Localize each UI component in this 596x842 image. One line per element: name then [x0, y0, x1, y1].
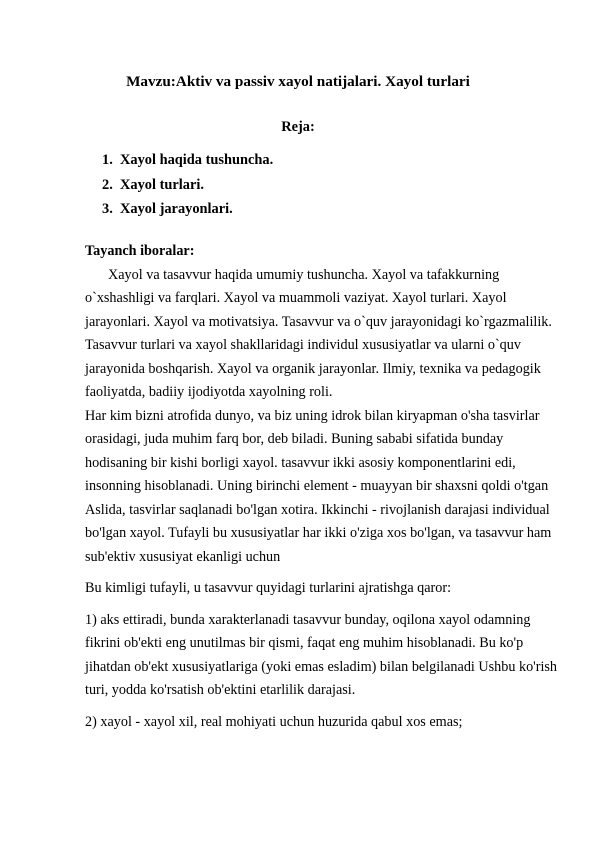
paragraph-line: hodisaning bir kishi borligi xayol. tasavvur ikki asosiy komponentlarini edi,: [85, 454, 516, 471]
plan-item: 3. Xayol jarayonlari.: [102, 201, 233, 217]
paragraph-line: jihatdan ob'ekt xususiyatlariga (yoki emas esladim) bilan belgilanadi Ushbu ko'rish: [85, 658, 558, 675]
plan-item: 1. Xayol haqida tushuncha.: [102, 152, 274, 168]
paragraph-line: bo'lgan xayol. Tufayli bu xususiyatlar har ikki o'ziga xos bo'lgan, va tasavvur ham: [85, 525, 552, 541]
paragraph-line: turi, yodda ko'rsatish ob'ektini etarlilik darajasi.: [85, 682, 356, 698]
paragraph-line: orasidagi, juda muhim farq bor, deb biladi. Buning sababi sifatida bunday: [85, 431, 504, 447]
plan-heading: Reja:: [281, 119, 315, 135]
paragraph-line: Aslida, tasvirlar saqlanadi bo'lgan xotira. Ikkinchi - rivojlanish darajasi individual: [85, 501, 550, 518]
paragraph-line: insonning hisoblanadi. Uning birinchi element - muayyan bir shaxsni qoldi o'tgan: [85, 478, 549, 494]
paragraph-line: Har kim bizni atrofida dunyo, va biz uning idrok bilan kiryapman o'sha tasvirlar: [85, 407, 540, 424]
paragraph-line: sub'ektiv xususiyat ekanligi uchun: [85, 548, 281, 565]
paragraph-line: fikrini ob'ekti eng unutilmas bir qismi, faqat eng muhim hisoblanadi. Bu ko'p: [85, 635, 524, 651]
document-body: [85, 240, 565, 734]
keywords-heading: Tayanch iboralar:: [85, 243, 195, 259]
keywords-line: faoliyatda, badiiy ijodiyotda xayolning roli.: [85, 384, 333, 400]
keywords-line: jarayonlari. Xayol va motivatsiya. Tasavvur va o`quv jarayonidagi ko`rgazmalilik.: [85, 313, 552, 330]
paragraph-line: 1) aks ettiradi, bunda xarakterlanadi tasavvur bunday, oqilona xayol odamning: [85, 611, 531, 628]
plan-list: [102, 150, 273, 224]
paragraph: 2) xayol - xayol xil, real mohiyati uchun huzurida qabul xos emas;: [85, 713, 463, 730]
paragraph: Bu kimligi tufayli, u tasavvur quyidagi turlarini ajratishga qaror:: [85, 580, 452, 596]
keywords-line: o`xshashligi va farqlari. Xayol va muammoli vaziyat. Xayol turlari. Xayol: [85, 290, 507, 306]
plan-item: 2. Xayol turlari.: [102, 176, 204, 193]
keywords-line: jarayonida boshqarish. Xayol va organik jarayonlar. Ilmiy, texnika va pedagogik: [85, 360, 541, 377]
keywords-line: Xayol va tasavvur haqida umumiy tushuncha. Xayol va tafakkurning: [108, 266, 500, 283]
keywords-line: Tasavvur turlari va xayol shakllaridagi individul xususiyatlar va ularni o`quv: [85, 337, 521, 353]
document-title: Mavzu:Aktiv va passiv xayol natijalari. Xayol turlari: [126, 73, 470, 90]
